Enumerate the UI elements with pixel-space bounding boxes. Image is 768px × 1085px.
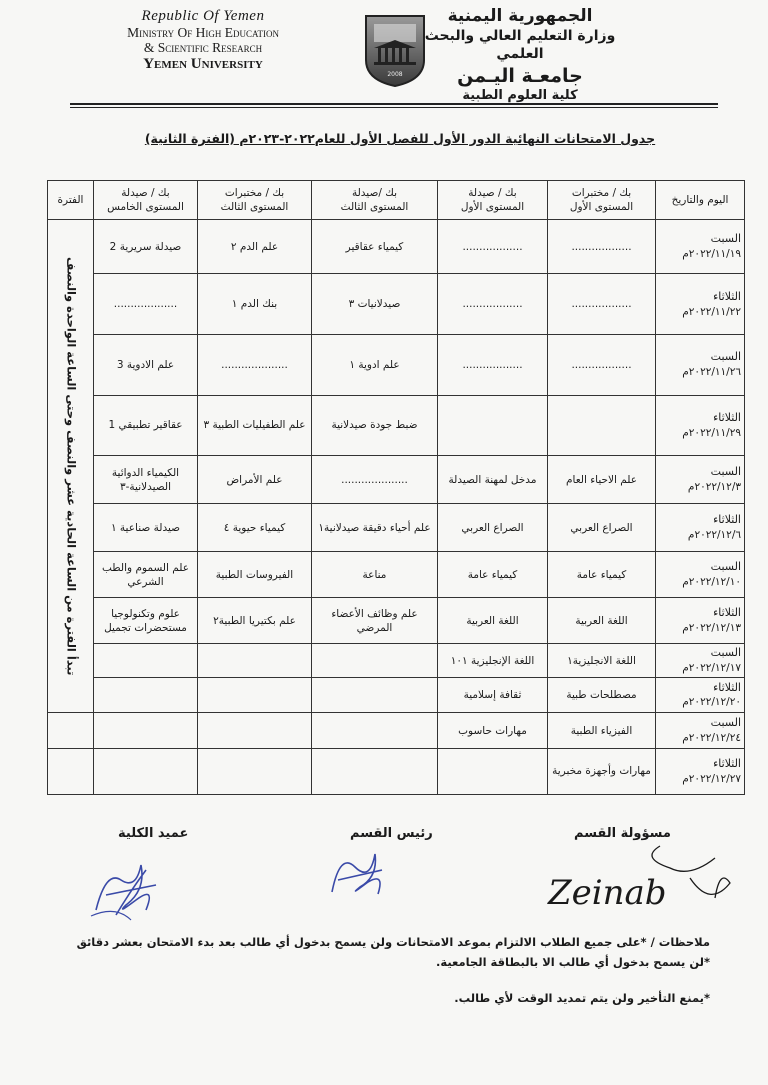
course-cell: مهارات وأجهزة مخبرية: [548, 748, 656, 794]
course-cell: ..................: [438, 334, 548, 395]
course-cell: ..................: [548, 274, 656, 335]
exam-date: ٢٠٢٢/١١/١٩م: [682, 248, 741, 261]
course-cell: [198, 677, 312, 713]
ministry-ar: وزارة التعليم العالي والبحث العلمي: [424, 27, 616, 62]
course-cell: بنك الدم ١: [198, 274, 312, 335]
course-cell: علم الدم ٢: [198, 220, 312, 274]
day-date-cell: [656, 395, 745, 456]
exam-date: ٢٠٢٢/١١/٢٢م: [682, 305, 741, 318]
dept-head-signature-icon: [320, 842, 400, 904]
course-cell: [438, 395, 548, 456]
course-cell: [198, 644, 312, 677]
course-cell: علم الاحياء العام: [548, 456, 656, 504]
exam-schedule-table: [47, 180, 745, 795]
sig-dept-head: رئيس القسم: [350, 826, 433, 841]
course-cell: [312, 713, 438, 749]
header-english: [92, 8, 314, 73]
table-row: [48, 677, 745, 713]
course-cell: الكيمياء الدوائية الصيدلانية-٣: [94, 456, 198, 504]
day-date-cell: [656, 456, 745, 504]
course-cell: صيدلة سريرية 2: [94, 220, 198, 274]
course-cell: ..................: [548, 334, 656, 395]
note-3: *يمنع التأخير ولن يتم تمديد الوقت لأي طالب.: [454, 990, 710, 1005]
course-cell: [438, 748, 548, 794]
course-cell: اللغة العربية: [438, 598, 548, 644]
course-cell: علوم وتكنولوجيا مستحضرات تجميل: [94, 598, 198, 644]
dean-signature-icon: [86, 850, 176, 925]
course-cell: الصراع العربي: [548, 504, 656, 552]
course-cell: [198, 748, 312, 794]
course-cell: علم ادوية ١: [312, 334, 438, 395]
note-1: ملاحظات / *على جميع الطلاب الالتزام بموعد الامتحانات ولن يسمح بدخول أي طالب بعد بدء الامتحان بعشر دقائق: [76, 935, 710, 949]
header-rule-thick: [70, 103, 718, 105]
day-name: الثلاثاء: [713, 410, 741, 424]
header-col2: بك / صيدلة المستوى الأول: [438, 181, 548, 220]
course-cell: علم السموم والطب الشرعي: [94, 552, 198, 598]
course-cell: اللغة الانجليزية١: [548, 644, 656, 677]
course-cell: [312, 748, 438, 794]
course-cell: الفيروسات الطبية: [198, 552, 312, 598]
course-cell: [94, 713, 198, 749]
course-cell: علم وظائف الأعضاء المرضي: [312, 598, 438, 644]
dept-officer-signature: Zeinab: [548, 873, 667, 913]
table-row: [48, 598, 745, 644]
day-name: الثلاثاء: [713, 680, 741, 694]
header-arabic: [400, 6, 640, 105]
day-date-cell: [656, 713, 745, 749]
day-date-cell: [656, 677, 745, 713]
table-row: [48, 395, 745, 456]
header-col3: بك /صيدلة المستوى الثالث: [312, 181, 438, 220]
course-cell: اللغة العربية: [548, 598, 656, 644]
table-row: [48, 644, 745, 677]
sig-dept-officer: مسؤولة القسم: [574, 826, 671, 841]
course-cell: ..................: [438, 220, 548, 274]
dept-officer-signature-icon: [540, 838, 740, 920]
exam-date: ٢٠٢٢/١٢/٦م: [687, 529, 741, 542]
republic-en: Republic Of Yemen: [141, 8, 265, 24]
day-date-cell: [656, 504, 745, 552]
header-rule-thin: [70, 107, 718, 108]
table-row: [48, 748, 745, 794]
course-cell: علم الأمراض: [198, 456, 312, 504]
day-name: السبت: [710, 232, 741, 246]
course-cell: [94, 677, 198, 713]
day-date-cell: [656, 552, 745, 598]
table-row: [48, 713, 745, 749]
ministry-en-line1: Ministry Of High Education: [127, 24, 279, 40]
course-cell: الفيزياء الطبية: [548, 713, 656, 749]
day-date-cell: [656, 748, 745, 794]
note-2: *لن يسمح بدخول أي طالب الا بالبطاقة الجامعية.: [436, 954, 710, 969]
exam-date: ٢٠٢٢/١٢/١٧م: [682, 661, 741, 674]
university-en: Yemen University: [143, 56, 263, 73]
header-col4: بك / مختبرات المستوى الثالث: [198, 181, 312, 220]
course-cell: مهارات حاسوب: [438, 713, 548, 749]
exam-date: ٢٠٢٢/١٢/٢٧م: [682, 772, 741, 785]
college-ar: كلية العلوم الطبية: [462, 87, 578, 103]
course-cell: كيمياء حيوية ٤: [198, 504, 312, 552]
exam-date: ٢٠٢٢/١٢/١٣م: [682, 622, 741, 635]
period-empty-cell: [48, 748, 94, 794]
course-cell: [94, 748, 198, 794]
course-cell: صيدلانيات ٣: [312, 274, 438, 335]
course-cell: ....................: [198, 334, 312, 395]
course-cell: ضبط جودة صيدلانية: [312, 395, 438, 456]
day-name: السبت: [710, 350, 741, 364]
exam-date: ٢٠٢٢/١٢/٢٤م: [682, 731, 741, 744]
day-name: السبت: [710, 560, 741, 574]
course-cell: ثقافة إسلامية: [438, 677, 548, 713]
page-title: جدول الامتحانات النهائية الدور الأول للفصل الأول للعام٢٠٢٢-٢٠٢٣م (الفترة الثانية): [144, 131, 656, 146]
seal-year: 2008: [387, 71, 403, 78]
course-cell: ..................: [438, 274, 548, 335]
ministry-en-line2: & Scientific Research: [143, 39, 263, 55]
course-cell: عقاقير تطبيقي 1: [94, 395, 198, 456]
course-cell: [312, 677, 438, 713]
course-cell: ...................: [94, 274, 198, 335]
day-date-cell: [656, 274, 745, 335]
course-cell: كيمياء عامة: [548, 552, 656, 598]
header-col1: بك / مختبرات المستوى الأول: [548, 181, 656, 220]
exam-date: ٢٠٢٢/١٢/٢٠م: [682, 696, 741, 709]
day-date-cell: [656, 644, 745, 677]
day-name: الثلاثاء: [713, 756, 741, 770]
course-cell: مدخل لمهنة الصيدلة: [438, 456, 548, 504]
day-name: السبت: [710, 465, 741, 479]
course-cell: كيمياء عقاقير: [312, 220, 438, 274]
day-name: الثلاثاء: [713, 606, 741, 620]
table-header-row: [48, 181, 745, 220]
day-name: الثلاثاء: [713, 513, 741, 527]
course-cell: صيدلة صناعية ١: [94, 504, 198, 552]
header-day: اليوم والتاريخ: [656, 181, 745, 220]
republic-ar: الجمهورية اليمنية: [447, 6, 593, 26]
course-cell: ....................: [312, 456, 438, 504]
university-ar: جامعـة اليـمن: [457, 64, 583, 87]
day-date-cell: [656, 220, 745, 274]
table-row: [48, 334, 745, 395]
notes-section: [50, 934, 710, 1009]
course-cell: [198, 713, 312, 749]
period-text: تبدأ الفترة من الساعة الحادية عشر والنصف وحتى الساعة الواحدة والنصف: [64, 256, 79, 676]
table-row: [48, 504, 745, 552]
day-name: السبت: [710, 646, 741, 660]
course-cell: مناعة: [312, 552, 438, 598]
exam-date: ٢٠٢٢/١١/٢٦م: [682, 366, 741, 379]
course-cell: اللغة الإنجليزية ١٠١: [438, 644, 548, 677]
course-cell: مصطلحات طبية: [548, 677, 656, 713]
course-cell: [94, 644, 198, 677]
course-cell: [312, 644, 438, 677]
exam-date: ٢٠٢٢/١٢/١٠م: [682, 576, 741, 589]
day-name: السبت: [710, 716, 741, 730]
course-cell: علم أحياء دقيقة صيدلانية١: [312, 504, 438, 552]
table-row: [48, 456, 745, 504]
course-cell: الصراع العربي: [438, 504, 548, 552]
table-row: [48, 552, 745, 598]
course-cell: كيمياء عامة: [438, 552, 548, 598]
table-row: [48, 274, 745, 335]
exam-date: ٢٠٢٢/١١/٢٩م: [682, 426, 741, 439]
sig-dean: عميد الكلية: [118, 826, 189, 841]
course-cell: علم الطفيليات الطبية ٣: [198, 395, 312, 456]
header-col5: بك / صيدلة المستوى الخامس: [94, 181, 198, 220]
course-cell: علم بكتيريا الطبية٢: [198, 598, 312, 644]
period-cell: [48, 220, 94, 713]
course-cell: ..................: [548, 220, 656, 274]
period-empty-cell: [48, 713, 94, 749]
exam-date: ٢٠٢٢/١٢/٣م: [687, 481, 741, 494]
day-date-cell: [656, 334, 745, 395]
day-date-cell: [656, 598, 745, 644]
header-period: الفترة: [48, 181, 94, 220]
course-cell: علم الادوية 3: [94, 334, 198, 395]
table-row: [48, 220, 745, 274]
course-cell: [548, 395, 656, 456]
day-name: الثلاثاء: [713, 289, 741, 303]
